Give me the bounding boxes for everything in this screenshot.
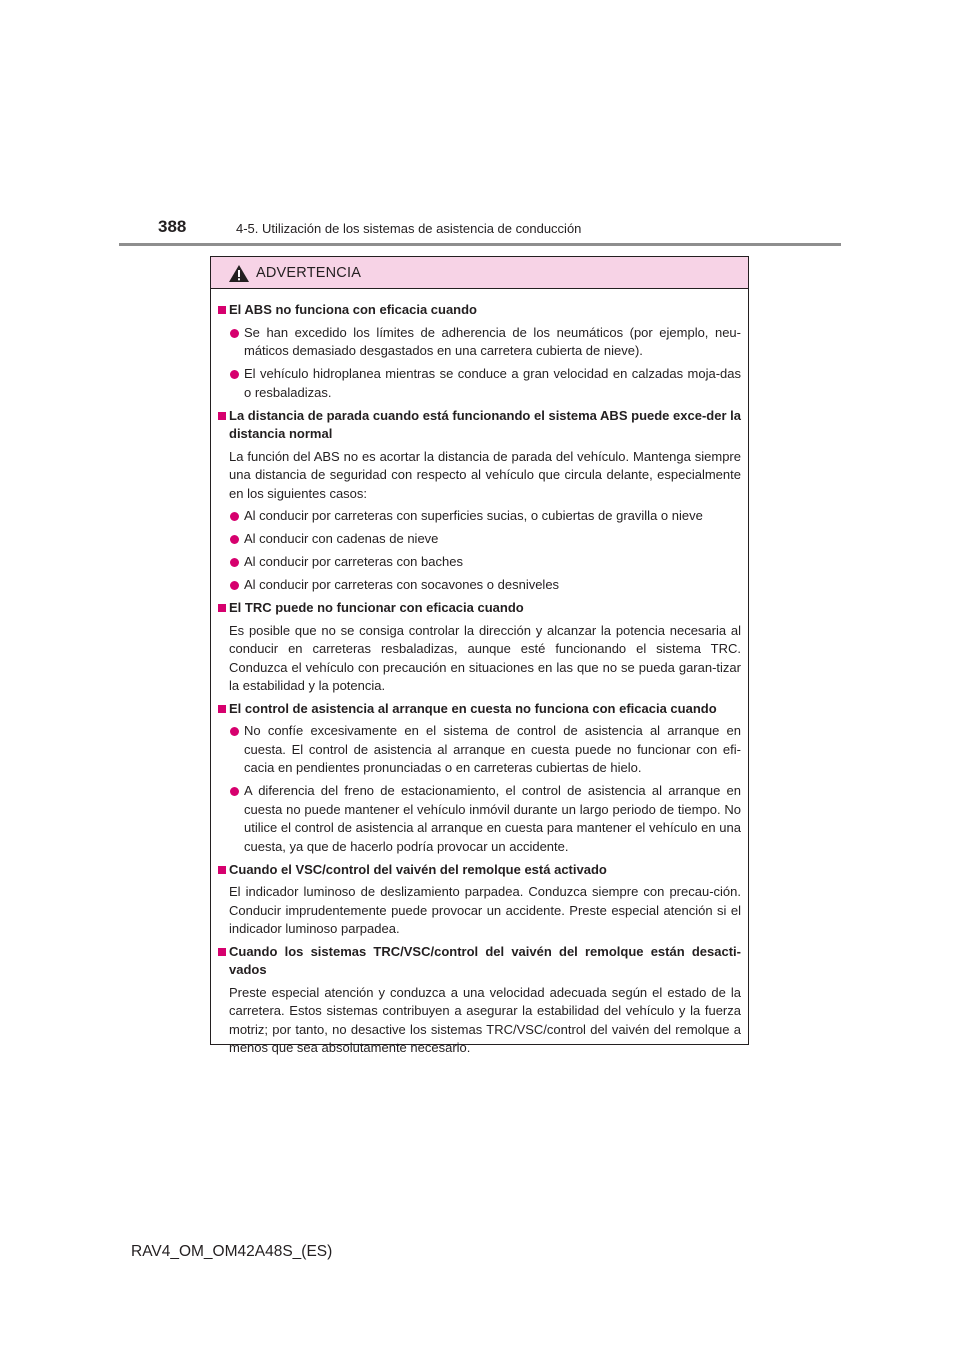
circle-bullet-icon: [230, 535, 239, 544]
square-bullet-icon: [218, 948, 226, 956]
section-paragraph: Es posible que no se consiga controlar la dirección y alcanzar la potencia necesaria al conducir en carreteras resbaladizas, aunque esté funcionando el sistema TRC. Conduzca el vehículo con precaución en situaciones en las que no se pueda garan-tizar la estabilidad y la potencia.: [229, 622, 741, 693]
circle-bullet-icon: [230, 370, 239, 379]
heading-text: El TRC puede no funcionar con eficacia cuando: [229, 600, 524, 615]
bullet-text: El vehículo hidroplanea mientras se conduce a gran velocidad en calzadas moja-das o resbaladizas.: [244, 366, 741, 400]
circle-bullet-icon: [230, 329, 239, 338]
square-bullet-icon: [218, 604, 226, 612]
bullet-item: [218, 722, 741, 778]
heading-text: Cuando el VSC/control del vaivén del remolque está activado: [229, 861, 607, 877]
warning-title: ADVERTENCIA: [256, 265, 362, 281]
warning-section-heading: [218, 943, 741, 980]
bullet-text: Al conducir por carreteras con socavones o desniveles: [244, 577, 560, 592]
circle-bullet-icon: [230, 558, 239, 567]
bullet-text: Al conducir por carreteras con superficies sucias, o cubiertas de gravilla o nieve: [244, 508, 703, 523]
heading-text: Cuando los sistemas TRC/VSC/control del vaivén del remolque están desacti-vados: [229, 943, 741, 977]
heading-text: La distancia de parada cuando está funcionando el sistema ABS puede exce-der la distancia normal: [229, 407, 741, 441]
warning-section-heading: [218, 861, 741, 880]
heading-text: El control de asistencia al arranque en cuesta no funciona con eficacia cuando: [229, 700, 717, 716]
bullet-text: Al conducir con cadenas de nieve: [244, 531, 439, 546]
bullet-item: [218, 507, 741, 526]
bullet-text: Al conducir por carreteras con baches: [244, 554, 463, 569]
section-paragraph: Preste especial atención y conduzca a una velocidad adecuada según el estado de la carretera. Estos sistemas contribuyen a asegurar la estabilidad del vehículo y la fuerza motriz; por tanto, no desactive los sistemas TRC/VSC/control del vaivén del remolque a menos que sea absolutamente necesario.: [229, 984, 741, 1055]
bullet-item: [218, 365, 741, 402]
circle-bullet-icon: [230, 727, 239, 736]
bullet-text: Se han excedido los límites de adherencia de los neumáticos (por ejemplo, neu-máticos demasiado desgastados en una carretera cubierta de nieve).: [244, 324, 741, 358]
square-bullet-icon: [218, 866, 226, 874]
bullet-item: [218, 782, 741, 856]
header-divider: [119, 243, 841, 246]
warning-body: [211, 289, 748, 1058]
circle-bullet-icon: [230, 512, 239, 521]
warning-triangle-icon: [228, 264, 250, 283]
section-paragraph: La función del ABS no es acortar la distancia de parada del vehículo. Mantenga siempre una distancia de seguridad con respecto al vehículo que circula delante, especialmente en los siguientes casos:: [229, 448, 741, 501]
warning-section-heading: [218, 700, 741, 719]
circle-bullet-icon: [230, 581, 239, 590]
circle-bullet-icon: [230, 787, 239, 796]
bullet-item: [218, 530, 741, 549]
heading-text: El ABS no funciona con eficacia cuando: [229, 302, 478, 317]
bullet-item: [218, 553, 741, 572]
warning-header: [211, 257, 748, 289]
square-bullet-icon: [218, 412, 226, 420]
section-paragraph: El indicador luminoso de deslizamiento parpadea. Conduzca siempre con precau-ción. Conducir imprudentemente puede provocar un accidente. Preste especial atención si el indicador luminoso parpadea.: [229, 884, 741, 936]
warning-box: [210, 256, 749, 1055]
document-code: RAV4_OM_OM42A48S_(ES): [131, 1243, 333, 1260]
square-bullet-icon: [218, 705, 226, 713]
bullet-text: A diferencia del freno de estacionamiento, el control de asistencia al arranque en cuesta no puede mantener el vehículo inmóvil durante un largo periodo de tiempo. No utilice el control de asistencia al arranque en cuesta para mantener el vehículo en una cuesta, ya que de hacerlo podría provocar un accidente.: [244, 783, 741, 854]
bullet-text: No confíe excesivamente en el sistema de control de asistencia al arranque en cuesta. El control de asistencia al arranque en cuesta puede no funcionar con efi-cacia en pendientes pronunciadas o en carreteras cubiertas de hielo.: [244, 723, 741, 775]
warning-section-heading: [218, 301, 741, 320]
bullet-item: [218, 324, 741, 361]
warning-section-heading: [218, 407, 741, 444]
warning-section-heading: [218, 599, 741, 618]
section-title: 4-5. Utilización de los sistemas de asistencia de conducción: [236, 221, 582, 236]
page-number: 388: [158, 217, 187, 236]
square-bullet-icon: [218, 306, 226, 314]
bullet-item: [218, 576, 741, 595]
